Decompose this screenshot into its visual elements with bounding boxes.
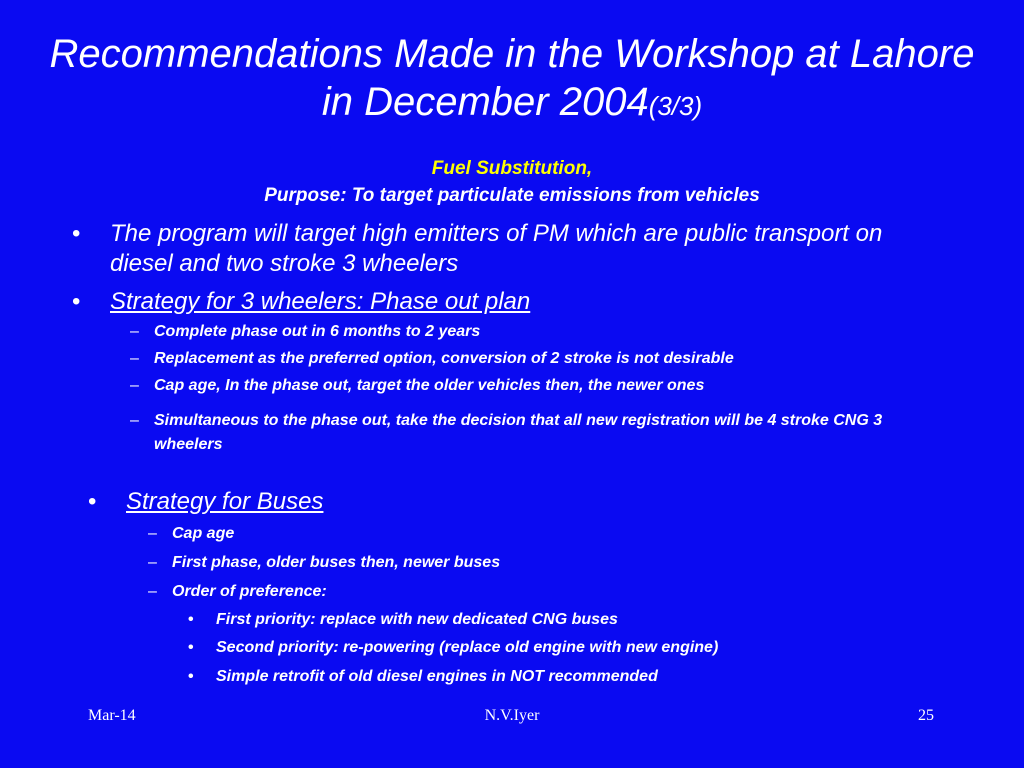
subheading [100,155,924,209]
sub-point-text: Complete phase out in 6 months to 2 years [154,323,481,340]
footer-date: Mar-14 [88,707,136,724]
bullet-text: Strategy for Buses [126,488,324,515]
bullet-marker: • [72,288,81,315]
sub-point-text: Simultaneous to the phase out, take the decision that all new registration will be 4 stroke CNG 3 wheelers [154,412,883,453]
slide-title-suffix: (3/3) [648,91,703,121]
sub-point-text: Replacement as the preferred option, conversion of 2 stroke is not desirable [154,350,734,367]
dash-marker: – [148,583,157,600]
preference-text: First priority: replace with new dedicated CNG buses [216,611,618,628]
subheading-fuel-substitution: Fuel Substitution, [431,158,593,179]
dash-marker: – [130,377,139,394]
slide-title-main: Recommendations Made in the Workshop at Lahore in December 2004 [49,32,975,124]
bullet-marker: • [88,488,97,515]
dash-marker: – [148,525,157,542]
sub-point-text: Cap age [172,525,235,542]
subheading-purpose: Purpose: To target particulate emissions from vehicles [264,185,760,206]
sub-point-text: Order of preference: [172,583,327,600]
bullet-marker: • [188,639,194,656]
bullet-marker: • [188,611,194,628]
dash-marker: – [148,554,157,571]
footer-page-number: 25 [918,707,934,724]
bullet-text: The program will target high emitters of PM which are public transport on diesel and two stroke 3 wheelers [110,220,883,277]
preference-text: Second priority: re-powering (replace old engine with new engine) [216,639,719,656]
bullet-text: Strategy for 3 wheelers: Phase out plan [110,288,531,315]
preference-text: Simple retrofit of old diesel engines in NOT recommended [216,668,658,685]
footer-author: N.V.Iyer [484,707,540,724]
slide-title [40,30,984,130]
bullet-marker: • [72,220,81,247]
dash-marker: – [130,323,139,340]
dash-marker: – [130,350,139,367]
dash-marker: – [130,412,139,429]
sub-point-text: First phase, older buses then, newer buses [172,554,501,571]
bullet-marker: • [188,668,194,685]
sub-point-text: Cap age, In the phase out, target the older vehicles then, the newer ones [154,377,705,394]
